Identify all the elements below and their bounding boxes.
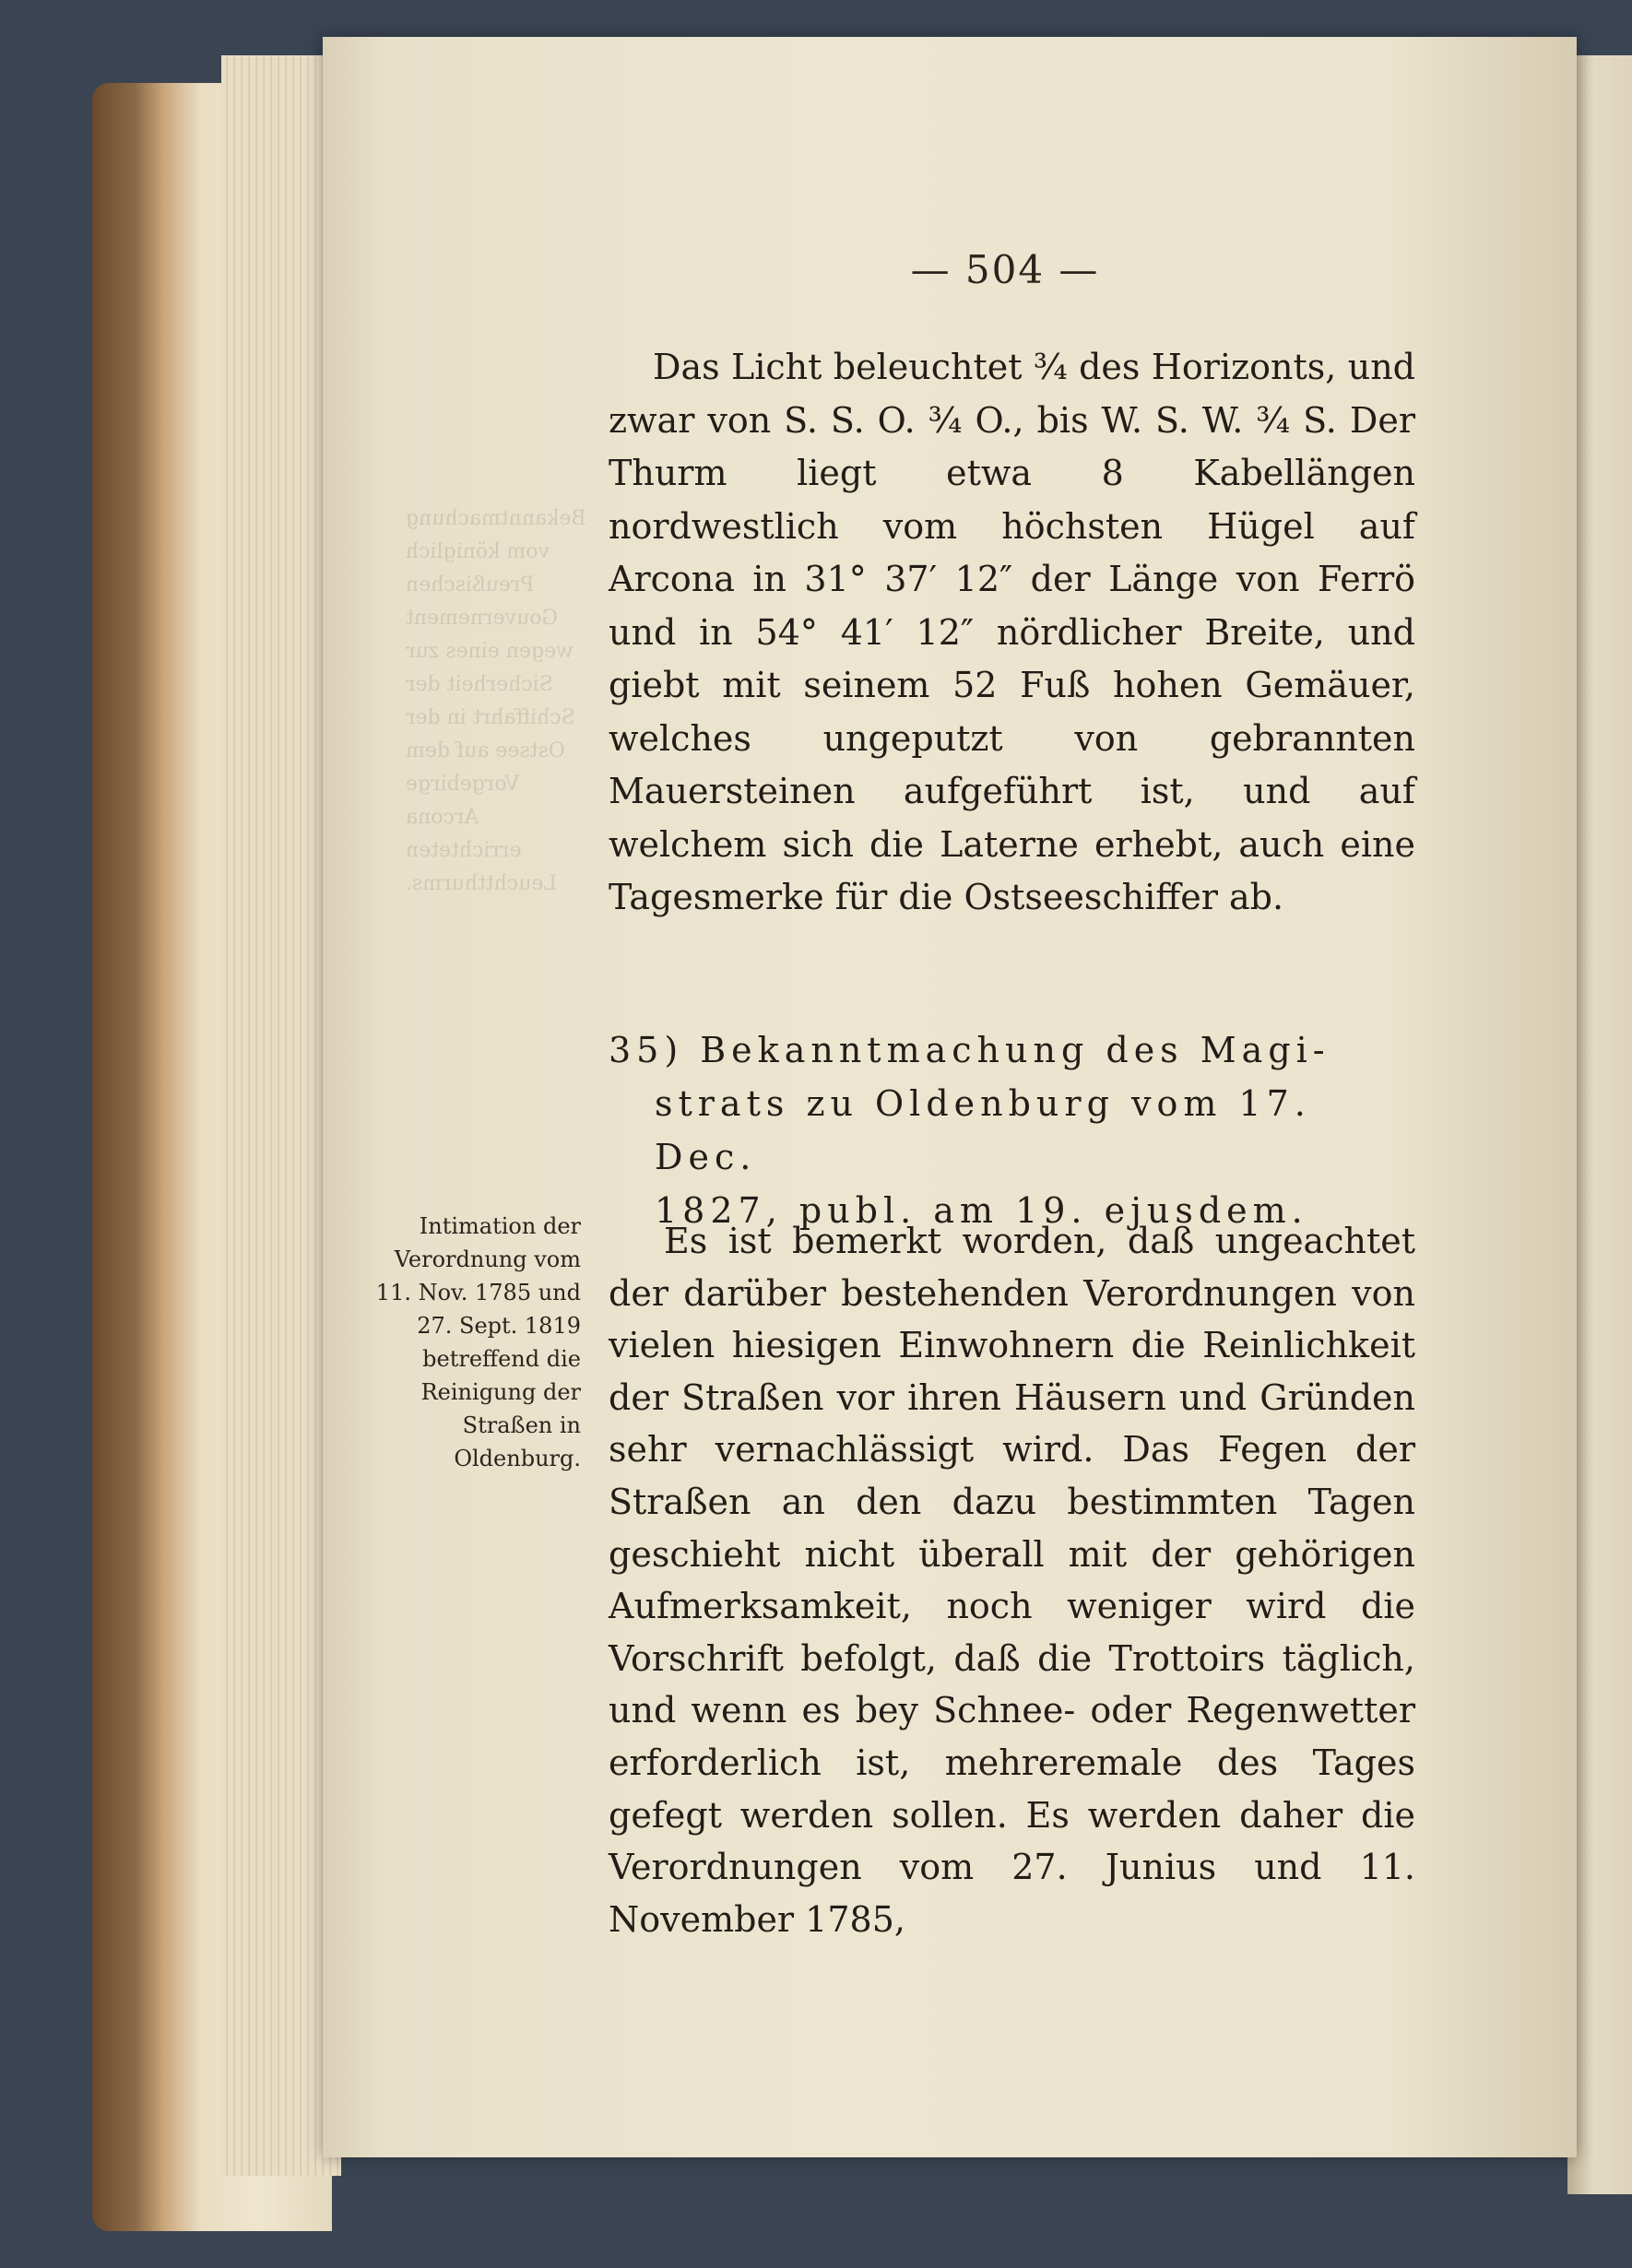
paragraph-street-cleaning bbox=[609, 1215, 1415, 1945]
margin-note: Intimation der Verordnung vom 11. Nov. 1785 und 27. Sept. 1819 betreffend die Reinigung der Straßen in Oldenburg. bbox=[375, 1213, 581, 1471]
facing-page-edge bbox=[1567, 55, 1632, 2194]
paragraph-lighthouse bbox=[609, 341, 1415, 925]
heading-line: 1827, publ. am 19. ejusdem. bbox=[655, 1190, 1308, 1231]
heading-line: 35) Bekanntmachung des Magi- bbox=[609, 1030, 1330, 1070]
paragraph-text: Das Licht beleuchtet ¾ des Horizonts, und zwar von S. S. O. ¾ O., bis W. S. W. ¾ S. Der Thurm liegt etwa 8 Kabellängen nordwestlich vom höchsten Hügel auf Arcona in 31° 37′ 12″ der Länge von Ferrö und in 54° 41′ 12″ nördlicher Breite, und giebt mit seinem 52 Fuß hohen Gemäuer, welches ungeputzt von gebrannten Mauersteinen aufgeführt ist, und auf welchem sich die Laterne erhebt, auch eine Tagesmerke für die Ostseeschiffer ab. bbox=[609, 347, 1415, 917]
heading-line: strats zu Oldenburg vom 17. Dec. bbox=[655, 1083, 1311, 1177]
show-through-text: Bekanntmachung vom königlich Preußischen Gouvernement wegen eines zur Sicherheit der Schiffahrt in der Ostsee auf dem Vorgebirge Arcona errichteten Leuchtthurms. bbox=[406, 507, 586, 895]
paragraph-text: Es ist bemerkt worden, daß ungeachtet der darüber bestehenden Verordnungen von vielen hiesigen Einwohnern die Reinlichkeit der Straßen vor ihren Häusern und Gründen sehr vernachlässigt wird. Das Fegen der Straßen an den dazu bestimmten Tagen geschieht nicht überall mit der gehörigen Aufmerksamkeit, noch weniger wird die Vorschrift befolgt, daß die Trottoirs täglich, und wenn es bey Schnee- oder Regenwetter erforderlich ist, mehreremale des Tages gefegt werden sollen. Es werden daher die Verordnungen vom 27. Junius und 11. November 1785, bbox=[609, 1221, 1415, 1940]
page-number: — 504 — bbox=[910, 247, 1100, 292]
section-heading bbox=[609, 1023, 1420, 1237]
